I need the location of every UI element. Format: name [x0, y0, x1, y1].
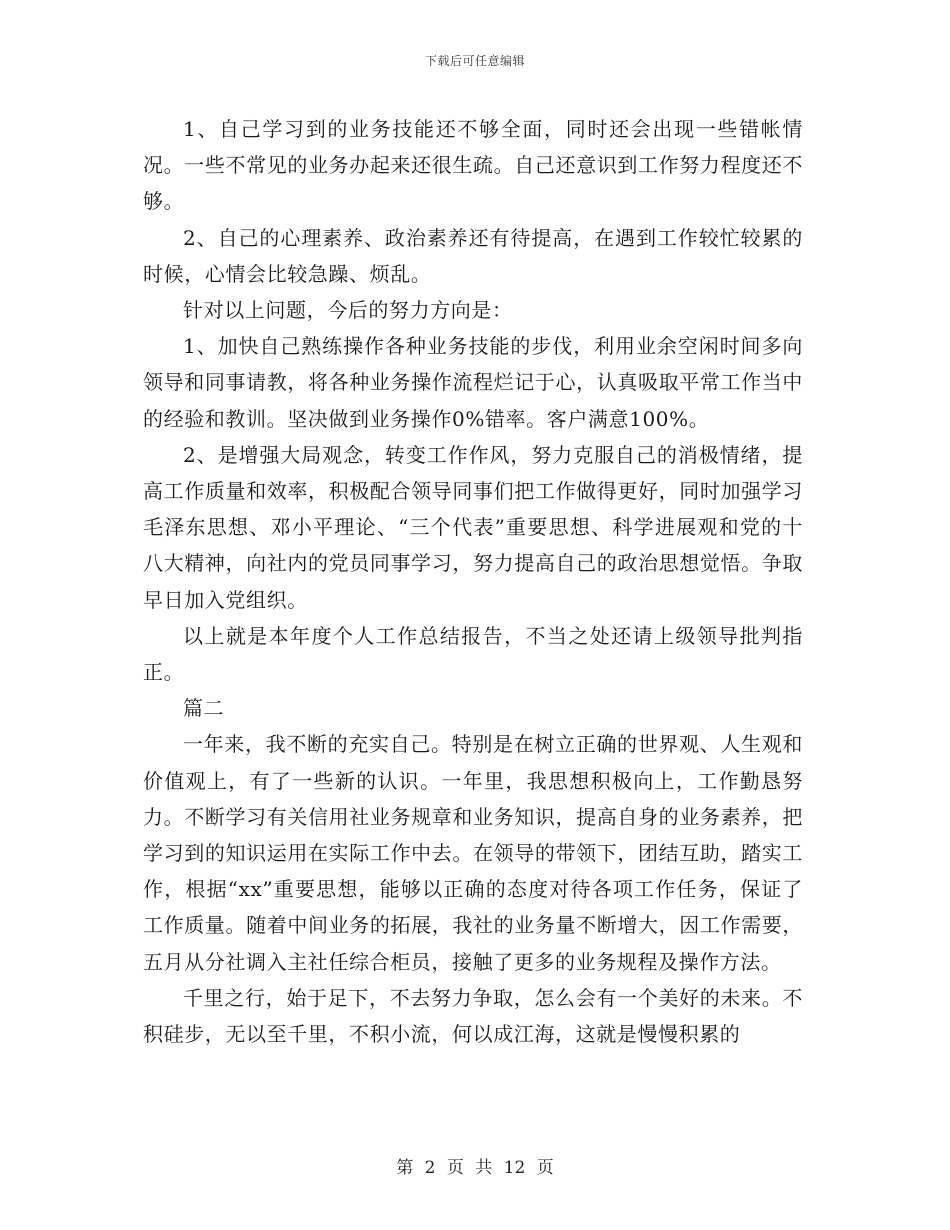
paragraph-conclusion: 以上就是本年度个人工作总结报告，不当之处还请上级领导批判指正。 — [143, 623, 803, 685]
paragraph-proverb: 千里之行，始于足下，不去努力争取，怎么会有一个美好的未来。不积硅步，无以至千里，不积小流，何以成江海，这就是慢慢积累的 — [143, 985, 803, 1047]
page-header: 下载后可任意编辑 — [424, 54, 525, 68]
document-body — [143, 111, 803, 1052]
paragraph-year-review: 一年来，我不断的充实自己。特别是在树立正确的世界观、人生观和价值观上，有了一些新的认识。一年里，我思想积极向上，工作勤恳努力。不断学习有关信用社业务规章和业务知识，提高自身的业务素养，把学习到的知识运用在实际工作中去。在领导的带领下，团结互助，踏实工作，根据“xx”重要思想，能够以正确的态度对待各项工作任务，保证了工作质量。随着中间业务的拓展，我社的业务量不断增大，因工作需要，五月从分社调入主社任综合柜员，接触了更多的业务规程及操作方法。 — [143, 732, 803, 974]
paragraph-direction-1: 1、加快自己熟练操作各种业务技能的步伐，利用业余空闲时间多向领导和同事请教，将各种业务操作流程烂记于心，认真吸取平常工作当中的经验和教训。坚决做到业务操作0%错率。客户满意100%。 — [143, 334, 803, 431]
paragraph-problem-2: 2、自己的心理素养、政治素养还有待提高，在遇到工作较忙较累的时候，心情会比较急躁、烦乱。 — [143, 225, 803, 286]
page-number-footer: 第 2 页 共 12 页 — [396, 1158, 554, 1178]
section-heading: 篇二 — [183, 696, 225, 721]
paragraph-direction-intro: 针对以上问题，今后的努力方向是： — [183, 298, 513, 323]
paragraph-problem-1: 1、自己学习到的业务技能还不够全面，同时还会出现一些错帐情况。一些不常见的业务办起来还很生疏。自己还意识到工作努力程度还不够。 — [143, 117, 803, 214]
paragraph-direction-2: 2、是增强大局观念，转变工作作风，努力克服自己的消极情绪，提高工作质量和效率，积极配合领导同事们把工作做得更好，同时加强学习毛泽东思想、邓小平理论、“三个代表”重要思想、科学进展观和党的十八大精神，向社内的党员同事学习，努力提高自己的政治思想觉悟。争取早日加入党组织。 — [143, 442, 803, 612]
